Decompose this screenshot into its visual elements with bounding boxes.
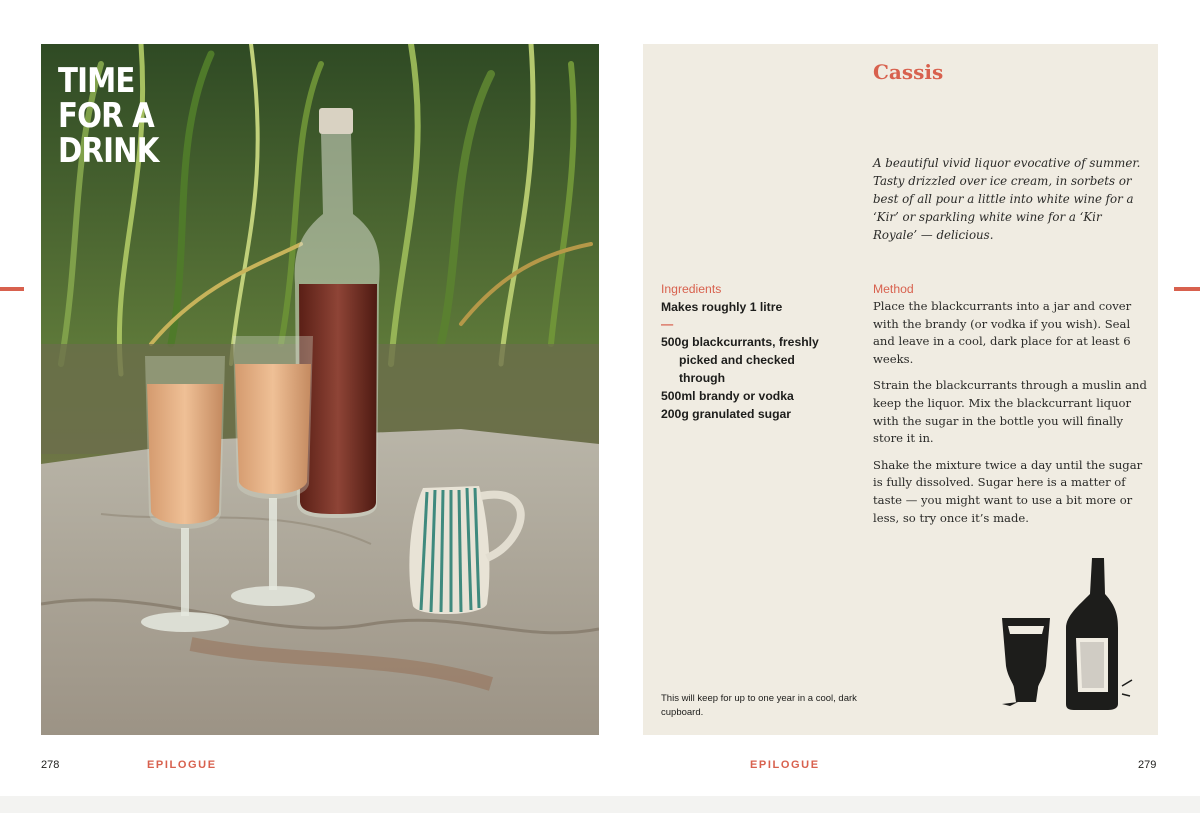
- left-page-number: 278: [41, 759, 60, 771]
- ingredient-item: 500g blackcurrants, freshly picked and checked through: [661, 335, 819, 385]
- right-running-head: EPILOGUE: [750, 759, 820, 771]
- ingredients-section: [661, 280, 841, 423]
- method-step: Strain the blackcurrants through a muslin and keep the liquor. Mix the blackcurrant liquor with the sugar in the bottle you will finally store it in.: [873, 378, 1147, 446]
- method-heading: Method: [873, 282, 914, 296]
- method-step: Place the blackcurrants into a jar and cover with the brandy (or vodka if you wish). Seal and leave in a cool, dark place for at least 6 weeks.: [873, 299, 1132, 366]
- left-edge-marker: [0, 287, 24, 291]
- ingredients-heading: Ingredients: [661, 282, 722, 296]
- photo-title: [58, 61, 159, 171]
- recipe-title: Cassis: [873, 60, 944, 84]
- method-step: Shake the mixture twice a day until the sugar is fully dissolved. Sugar here is a matter of taste — you might want to use a bit more or less, so try once it’s made.: [873, 457, 1143, 525]
- ingredient-item: 500ml brandy or vodka: [661, 389, 794, 403]
- recipe-panel: [643, 44, 1158, 735]
- glass-and-bottle-illustration: [998, 554, 1138, 714]
- ingredient-item: 200g granulated sugar: [661, 407, 792, 421]
- ingredients-divider: —: [661, 317, 674, 331]
- storage-note: This will keep for up to one year in a cool, dark cupboard.: [661, 693, 857, 718]
- photo-title-line: FOR A: [58, 96, 154, 136]
- yield-text: Makes roughly 1 litre: [661, 300, 783, 314]
- page-bottom-strip: [0, 796, 1200, 813]
- photo-title-line: DRINK: [58, 131, 159, 171]
- recipe-intro: A beautiful vivid liquor evocative of summer. Tasty drizzled over ice cream, in sorbets or best of all pour a little into white wine for a ‘Kir’ or sparkling white wine for a ‘Kir Royale’ — delicious.: [873, 156, 1141, 242]
- photo-title-line: TIME: [58, 61, 135, 101]
- left-running-head: EPILOGUE: [147, 759, 217, 771]
- right-page-number: 279: [1138, 759, 1157, 771]
- method-section: [873, 280, 1148, 536]
- right-edge-marker: [1174, 287, 1200, 291]
- drinks-photo: [41, 44, 599, 735]
